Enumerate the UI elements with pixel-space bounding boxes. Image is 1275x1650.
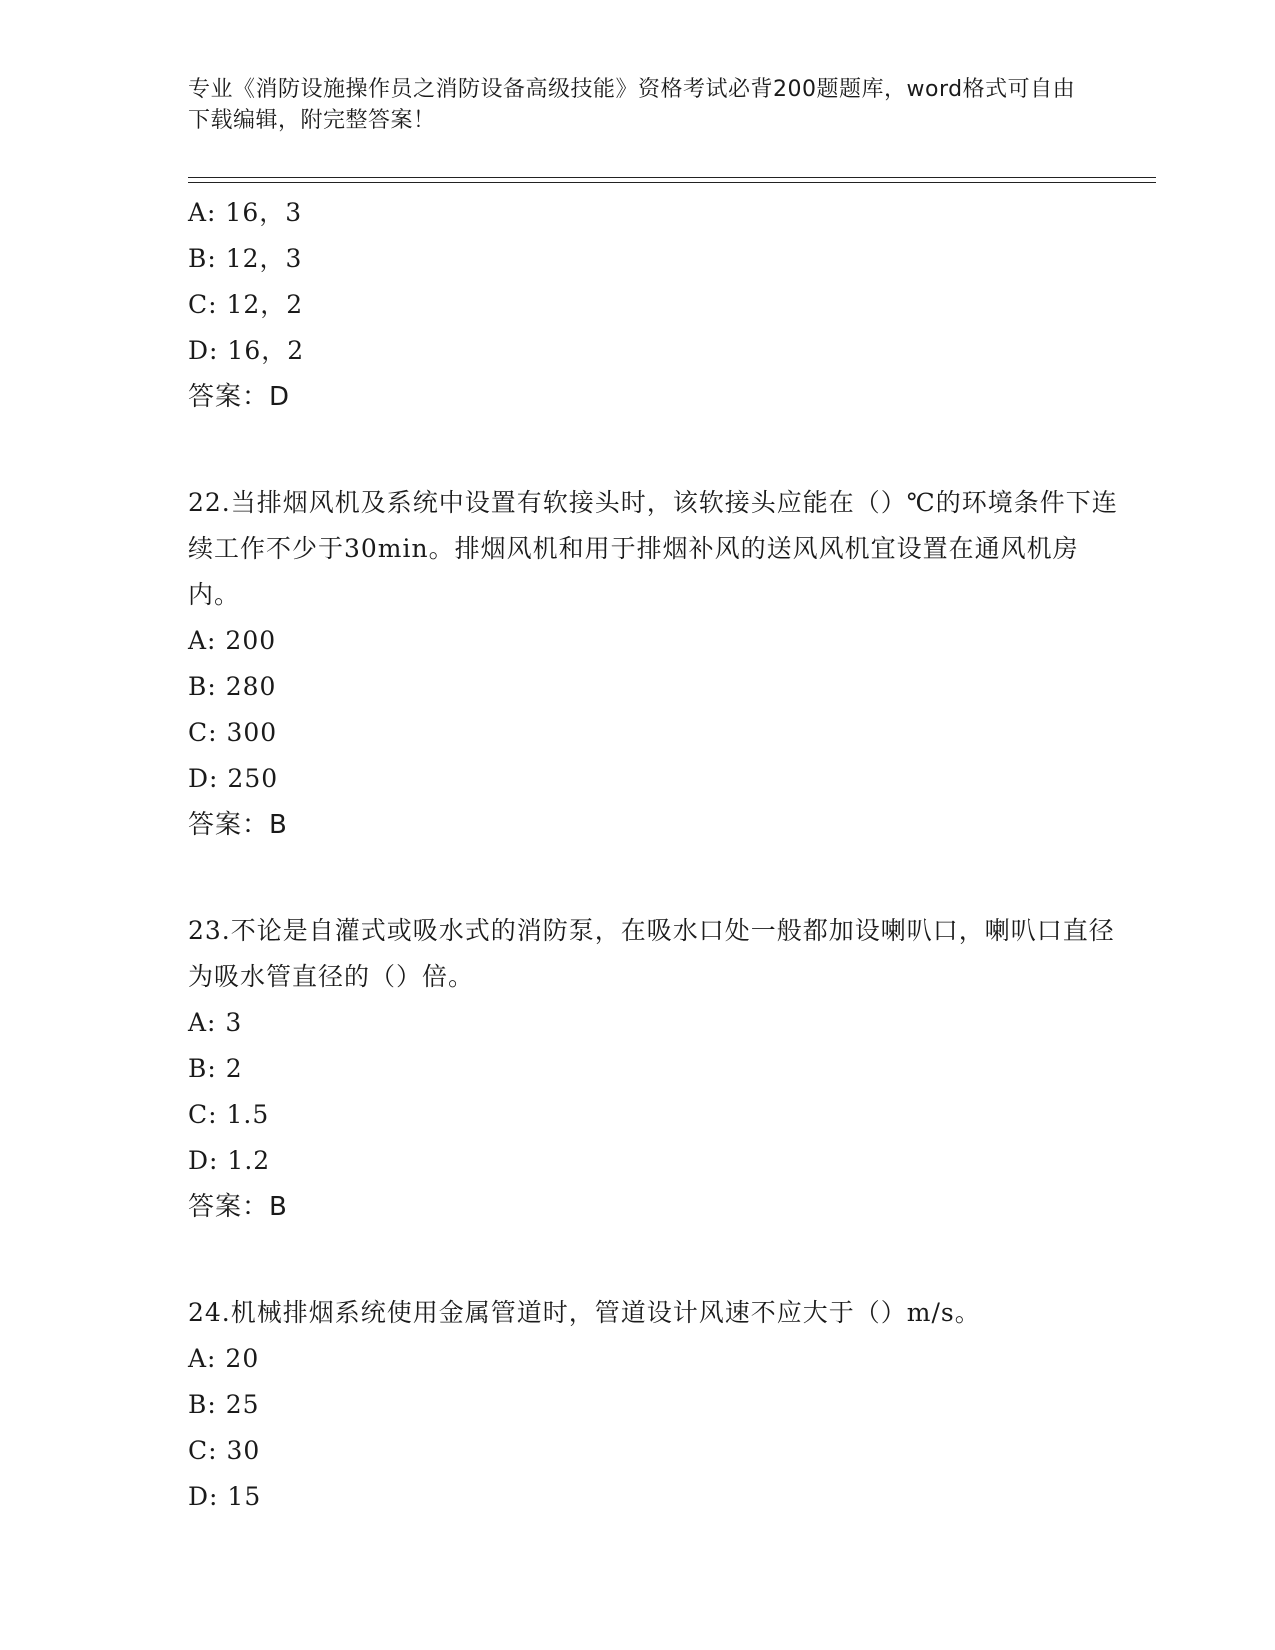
question-text: 23.不论是自灌式或吸水式的消防泵，在吸水口处一般都加设喇叭口，喇叭口直径为吸水管直径的（）倍。: [188, 916, 1115, 991]
option-b: B: 25: [188, 1390, 260, 1419]
answer-line: 答案：D: [188, 382, 291, 412]
option-a: A: 20: [188, 1344, 260, 1373]
answer-line: 答案：B: [188, 810, 288, 840]
option-b: B: 12，3: [188, 244, 303, 273]
option-c: C: 300: [188, 718, 278, 747]
question-list: [188, 190, 1118, 1520]
question-text: 22.当排烟风机及系统中设置有软接头时，该软接头应能在（）℃的环境条件下连续工作不少于30min。排烟风机和用于排烟补风的送风风机宜设置在通风机房内。: [188, 488, 1118, 609]
option-a: A: 3: [188, 1008, 243, 1037]
option-c: C: 12，2: [188, 290, 304, 319]
option-d: D: 250: [188, 764, 279, 793]
document-header: 专业《消防设施操作员之消防设备高级技能》资格考试必背200题题库，word格式可自由下载编辑，附完整答案！: [188, 77, 1076, 133]
question-block-22: [188, 480, 1118, 848]
header-divider-top: [188, 177, 1156, 178]
question-block-24: [188, 1290, 1118, 1520]
header-divider-bottom: [188, 182, 1156, 183]
answer-line: 答案：B: [188, 1192, 288, 1222]
question-block-21: [188, 190, 1118, 420]
option-a: A: 200: [188, 626, 277, 655]
option-b: B: 2: [188, 1054, 243, 1083]
option-c: C: 1.5: [188, 1100, 270, 1129]
option-b: B: 280: [188, 672, 277, 701]
question-text: 24.机械排烟系统使用金属管道时，管道设计风速不应大于（）m/s。: [188, 1298, 981, 1327]
option-d: D: 1.2: [188, 1146, 271, 1175]
option-c: C: 30: [188, 1436, 261, 1465]
question-block-23: [188, 908, 1118, 1230]
option-a: A: 16，3: [188, 198, 303, 227]
option-d: D: 15: [188, 1482, 262, 1511]
option-d: D: 16，2: [188, 336, 305, 365]
